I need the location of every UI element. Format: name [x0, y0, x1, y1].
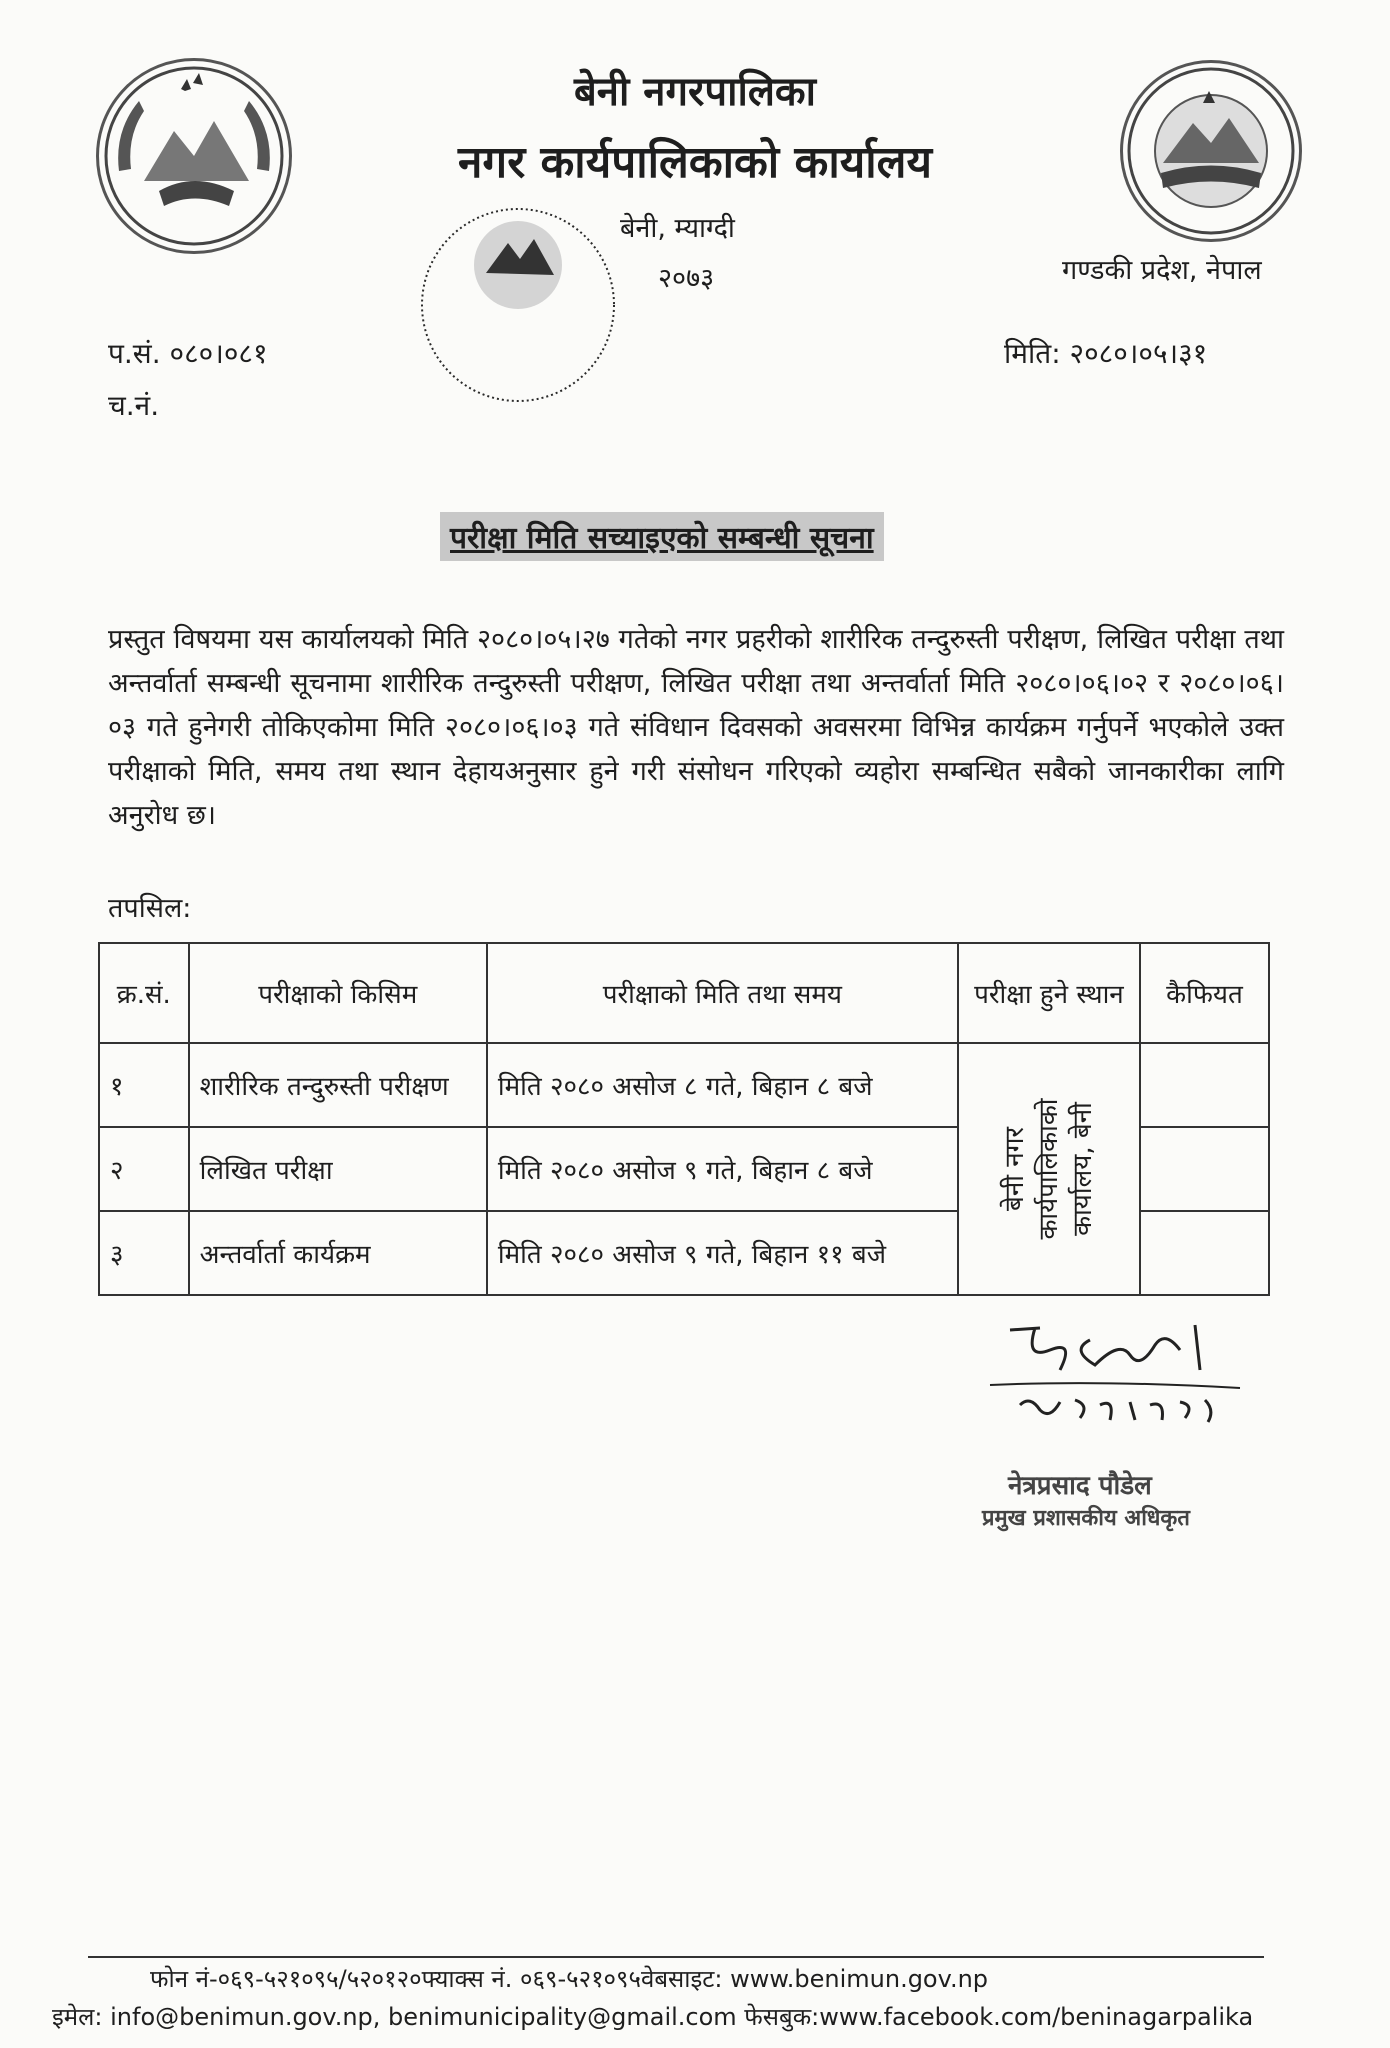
office-location: बेनी, म्याग्दी [620, 213, 735, 244]
signatory-name: नेत्रप्रसाद पौडेल [1008, 1471, 1152, 1501]
reference-number: प.सं. ०८०।०८१ [108, 337, 268, 370]
table-header-row [99, 943, 1269, 1043]
row-remarks [1140, 1211, 1269, 1295]
footer-email: इमेल: info@benimun.gov.np, benimunicipality@gmail.com फेसबुक:www.facebook.com/beninagarpalika [52, 2003, 1254, 2031]
row-datetime: मिति २०८० असोज ९ गते, बिहान ८ बजे [487, 1127, 958, 1211]
office-year: २०७३ [658, 263, 715, 294]
notice-subject: परीक्षा मिति सच्याइएको सम्बन्धी सूचना [440, 512, 884, 561]
venue-text: बेनी नगर कार्यपालिकाको कार्यालय, बेनी [999, 1098, 1098, 1240]
office-round-stamp [408, 195, 628, 415]
row-sn: २ [99, 1127, 189, 1211]
province-label: गण्डकी प्रदेश, नेपाल [1062, 255, 1262, 286]
signatory-title: प्रमुख प्रशासकीय अधिकृत [982, 1506, 1190, 1531]
municipality-name: बेनी नगरपालिका [573, 69, 817, 115]
row-remarks [1140, 1043, 1269, 1127]
table-row [99, 1043, 1269, 1127]
handwritten-signature [980, 1310, 1250, 1450]
notice-body: प्रस्तुत विषयमा यस कार्यालयको मिति २०८०।०५।२७ गतेको नगर प्रहरीको शारीरिक तन्दुरुस्ती परीक्षण, लिखित परीक्षा तथा अन्तर्वार्ता सम्बन्धी सूचनामा शारीरिक तन्दुरुस्ती परीक्षण, लिखित परीक्षा तथा अन्तर्वार्ता मिति २०८०।०६।०२ र २०८०।०६।०३ गते हुनेगरी तोकिएकोमा मिति २०८०।०६।०३ गते संविधान दिवसको अवसरमा विभिन्न कार्यक्रम गर्नुपर्ने भएकोले उक्त परीक्षाको मिति, समय तथा स्थान देहायअनुसार हुने गरी संसोधन गरिएको व्यहोरा सम्बन्धित सबैको जानकारीका लागि अनुरोध छ। [108, 624, 1284, 831]
col-header-sn: क्र.सं. [99, 943, 189, 1043]
row-exam-type: लिखित परीक्षा [189, 1127, 487, 1211]
row-exam-type: शारीरिक तन्दुरुस्ती परीक्षण [189, 1043, 487, 1127]
letter-date: मिति: २०८०।०५।३१ [1004, 337, 1208, 370]
col-header-exam-type: परीक्षाको किसिम [189, 943, 487, 1043]
annex-label: तपसिल: [108, 893, 192, 924]
row-datetime: मिति २०८० असोज ८ गते, बिहान ८ बजे [487, 1043, 958, 1127]
venue-cell [958, 1043, 1140, 1295]
row-exam-type: अन्तर्वार्ता कार्यक्रम [189, 1211, 487, 1295]
col-header-venue: परीक्षा हुने स्थान [958, 943, 1140, 1043]
col-header-datetime: परीक्षाको मिति तथा समय [487, 943, 958, 1043]
col-header-remarks: कैफियत [1140, 943, 1269, 1043]
exam-schedule-table [98, 942, 1270, 1296]
row-remarks [1140, 1127, 1269, 1211]
office-name: नगर कार्यपालिकाको कार्यालय [458, 137, 932, 188]
dispatch-number: च.नं. [108, 389, 160, 422]
footer-divider [88, 1956, 1264, 1958]
row-sn: १ [99, 1043, 189, 1127]
row-datetime: मिति २०८० असोज ९ गते, बिहान ११ बजे [487, 1211, 958, 1295]
footer-contact: फोन नं-०६९-५२१०९५/५२०१२०फ्याक्स नं. ०६९-५२१०९५वेबसाइट: www.benimun.gov.np [150, 1965, 989, 1993]
row-sn: ३ [99, 1211, 189, 1295]
